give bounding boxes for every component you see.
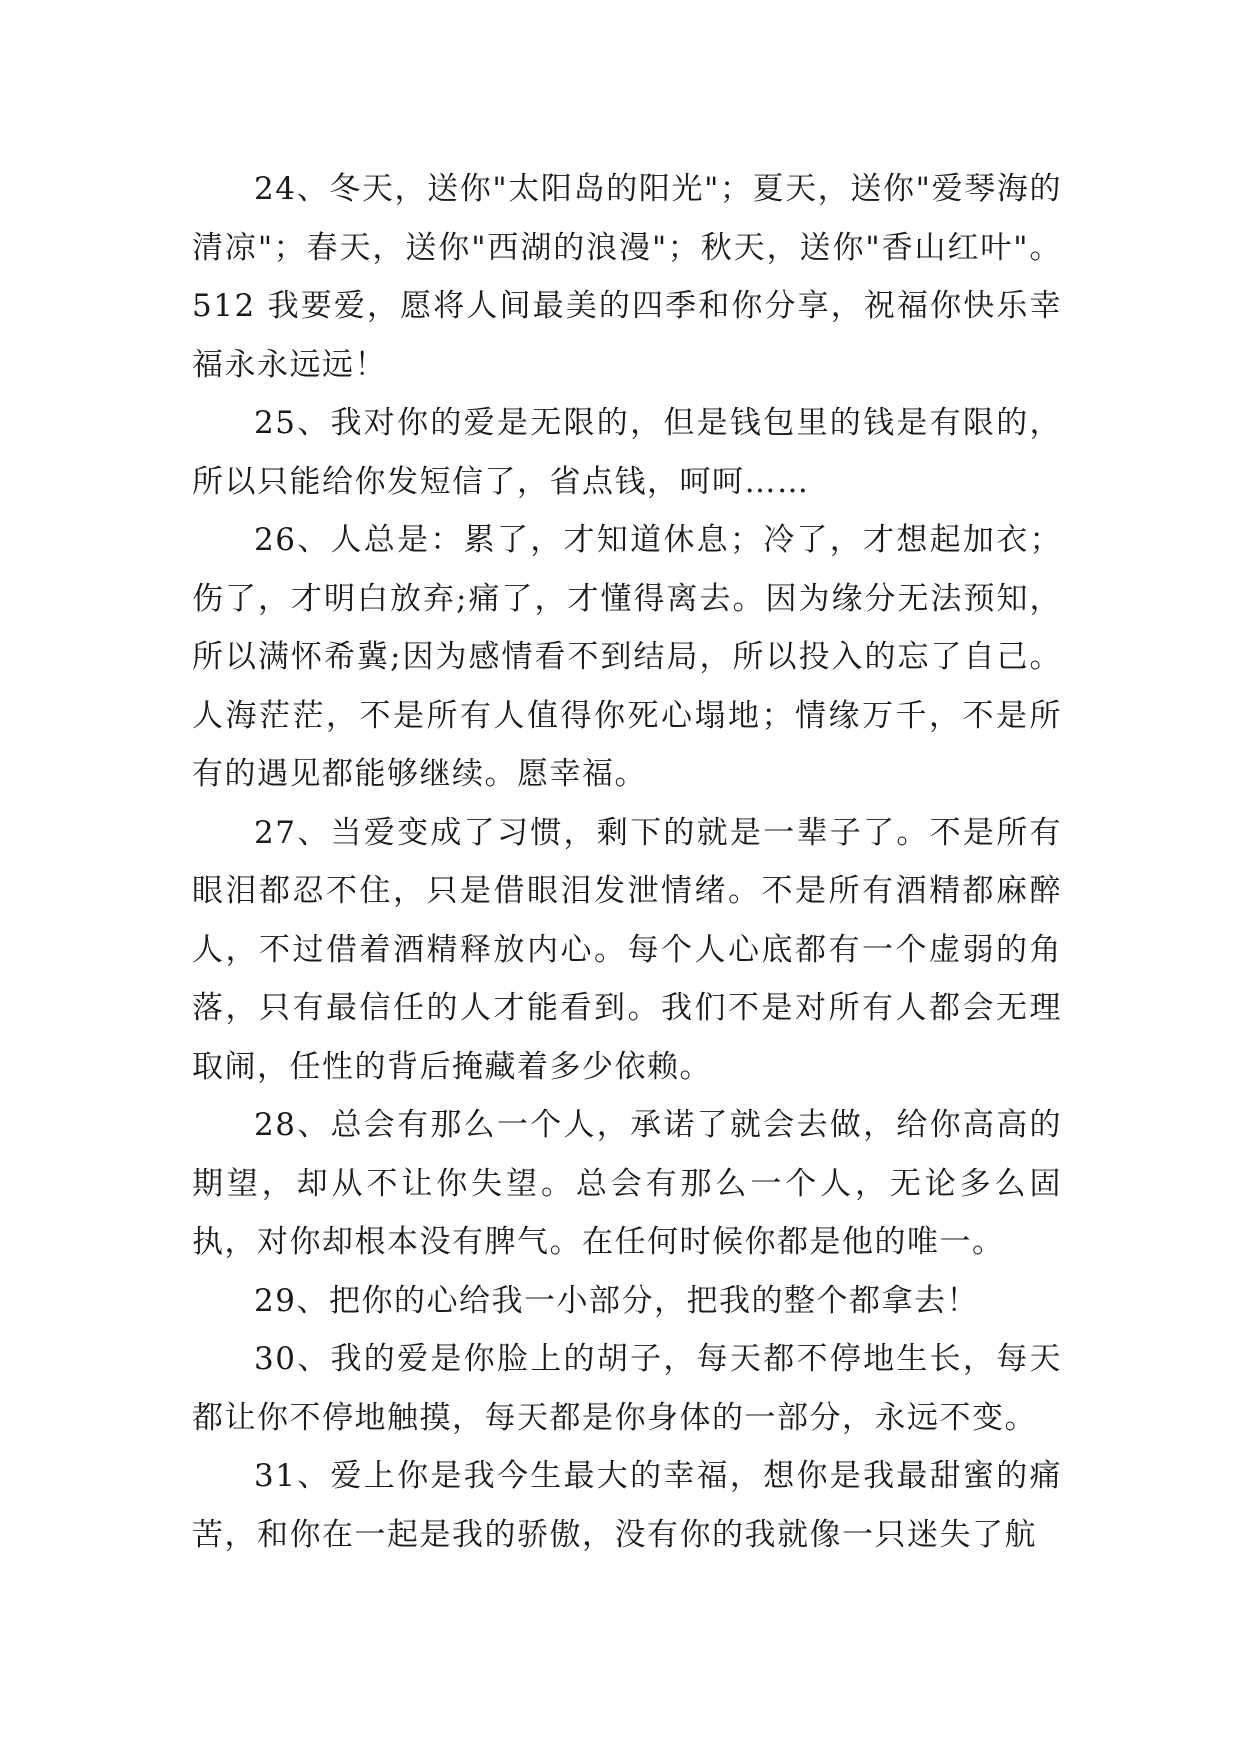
paragraph-26: 26、人总是：累了，才知道休息；冷了，才想起加衣；伤了，才明白放弃;痛了，才懂得离去。因为缘分无法预知，所以满怀希冀;因为感情看不到结局，所以投入的忘了自己。人海茫茫，不是所有人值得你死心塌地；情缘万千，不是所有的遇见都能够继续。愿幸福。 bbox=[192, 522, 1062, 792]
paragraph-27: 27、当爱变成了习惯，剩下的就是一辈子了。不是所有眼泪都忍不住，只是借眼泪发泄情绪。不是所有酒精都麻醉人，不过借着酒精释放内心。每个人心底都有一个虚弱的角落，只有最信任的人才能看到。我们不是对所有人都会无理取闹，任性的背后掩藏着多少依赖。 bbox=[192, 814, 1062, 1085]
paragraph-28: 28、总会有那么一个人，承诺了就会去做，给你高高的期望，却从不让你失望。总会有那么一个人，无论多么固执，对你却根本没有脾气。在任何时候你都是他的唯一。 bbox=[192, 1107, 1062, 1260]
document-body bbox=[192, 160, 1062, 1564]
paragraph-29: 29、把你的心给我一小部分，把我的整个都拿去！ bbox=[254, 1282, 979, 1319]
paragraph-30: 30、我的爱是你脸上的胡子，每天都不停地生长，每天都让你不停地触摸，每天都是你身体的一部分，永远不变。 bbox=[192, 1341, 1062, 1436]
paragraph-25: 25、我对你的爱是无限的，但是钱包里的钱是有限的，所以只能给你发短信了，省点钱，呵呵…… bbox=[192, 405, 1062, 500]
paragraph-24: 24、冬天，送你"太阳岛的阳光"；夏天，送你"爱琴海的清凉"；春天，送你"西湖的浪漫"；秋天，送你"香山红叶"。512 我要爱，愿将人间最美的四季和你分享，祝福你快乐幸福永永远远！ bbox=[192, 171, 1062, 383]
paragraph-31: 31、爱上你是我今生最大的幸福，想你是我最甜蜜的痛苦，和你在一起是我的骄傲，没有你的我就像一只迷失了航 bbox=[192, 1458, 1062, 1553]
